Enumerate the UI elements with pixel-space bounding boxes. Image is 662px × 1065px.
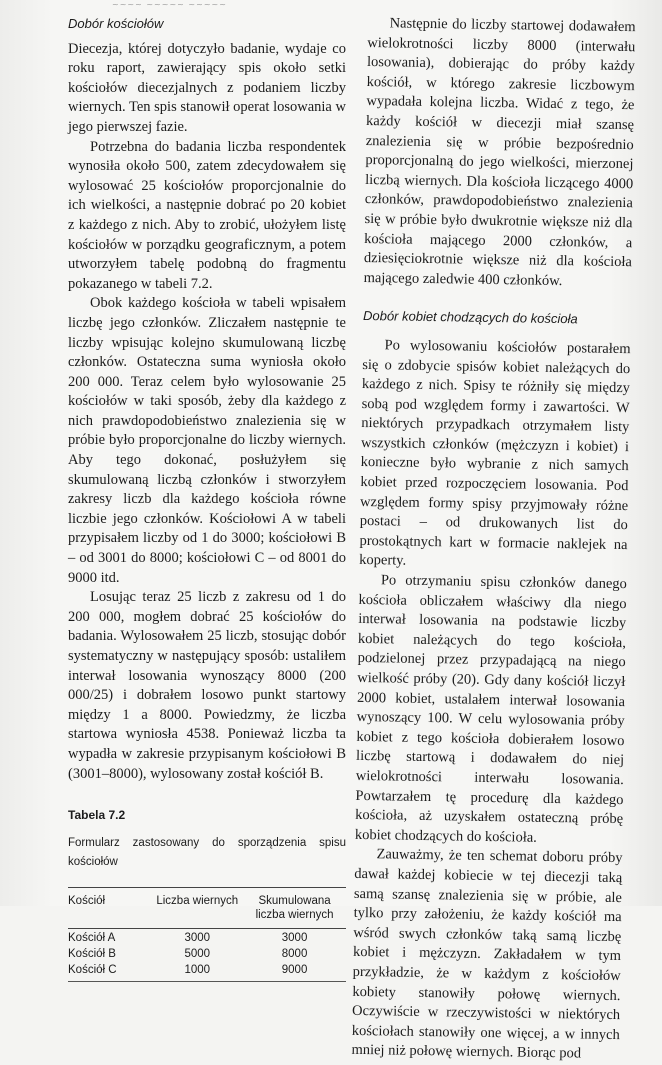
table-row bbox=[68, 928, 346, 945]
section-title-church-selection: Dobór kościołów bbox=[68, 16, 164, 31]
paragraph: Zauważmy, że ten schemat doboru próby dawał każdej kobiecie w tej diecezji taką samą szansę znalezienia się w próbie, ale tylko przy założeniu, że każdy kościół ma wśród swych członków taką samą liczbę kobiet i mężczyzn. Zakładałem w tym przykładzie, że w każdym z kościołów kobiety stanowiły połowę wiernych. Oczywiście w rzeczywistości w niektórych kościołach stanowiły one więcej, a w innych mniej niż połowę wiernych. Biorąc pod bbox=[351, 846, 623, 1062]
table-row bbox=[68, 961, 346, 982]
section-title-women-selection: Dobór kobiet chodzących do kościoła bbox=[362, 308, 578, 327]
table-cell: Kościół B bbox=[68, 947, 116, 960]
column-header: Liczba wiernych bbox=[151, 887, 243, 928]
table-cell: 3000 bbox=[281, 931, 308, 944]
table-cell: 9000 bbox=[243, 961, 346, 982]
right-column bbox=[351, 14, 635, 1065]
table-cell: 8000 bbox=[281, 947, 308, 960]
paragraph: Po otrzymaniu spisu członków danego kościoła obliczałem właściwy dla niego interwał losowania na podstawie liczby kobiet należących do tego kościoła, podzielonej przez przypadającą na niego wielkość próby (20). Gdy dany kościół liczył 2000 kobiet, ustalałem interwał losowania wynoszący 100. W celu wylosowania próby kobiet z tego kościoła dobierałem losowo liczbę startową i dodawałem do niej wielokrotności interwału losowania. Powtarzałem tę procedurę dla każdego kościoła, aż uzyskałem ostateczną próbę kobiet chodzących do kościoła. bbox=[354, 572, 627, 846]
paragraph: Losując teraz 25 liczb z zakresu od 1 do 200 000, mogłem dobrać 25 kościołów do badania. Wylosowałem 25 liczb, stosując dobór systematyczny w następujący sposób: ustaliłem interwał losowania wynoszący 8000 (200 000/25) i dobrałem losowo punkt startowy między 1 a 8000. Powiedzmy, że liczba startowa wyniosła 4538. Ponieważ liczba ta wypadła w zakresie przypisanym kościołowi B (3001–8000), wylosowany został kościół B. bbox=[68, 589, 346, 782]
paragraph: Po wylosowaniu kościołów postarałem się o zdobycie spisów kobiet należących do każdego z nich. Spisy te różniły się między sobą pod względem formy i zawartości. W niektórych przypadkach otrzymałem listy wszystkich członków (mężczyzn i kobiet) i konieczne było wybranie z nich samych kobiet przed rozpoczęciem losowania. Pod względem formy spisy przyjmowały różne postaci – od drukowanych list do prostokątnych kart w formacie naklejek na koperty. bbox=[359, 337, 631, 570]
page-header-fragment: ~~~~ ~~~~~ ~~~~~ bbox=[112, 0, 227, 9]
column-header: Skumulowana liczba wiernych bbox=[243, 887, 346, 928]
column-header: Kościół bbox=[68, 887, 151, 928]
table-cell: 5000 bbox=[184, 947, 211, 960]
table-cell: 1000 bbox=[151, 961, 243, 982]
table-cell: 3000 bbox=[184, 931, 211, 944]
table-cell: Kościół C bbox=[68, 961, 151, 982]
table-row bbox=[68, 945, 346, 961]
table-label: Tabela 7.2 bbox=[68, 808, 126, 823]
paragraph: Potrzebna do badania liczba respondentek wynosiła około 500, zatem zdecydowałem się wylosować 25 kościołów proporcjonalnie do ich wielkości, a następnie dobrać po 20 kobiet z każdego z nich. Aby to zrobić, ułożyłem listę kościołów w porządku geograficznym, a potem utworzyłem tabelę podobną do fragmentu pokazanego w tabeli 7.2. bbox=[68, 138, 346, 292]
paragraph: Diecezja, której dotyczyło badanie, wydaje co roku raport, zawierający spis około setki kościołów diecezjalnych z podaniem liczby wiernych. Ten spis stanowił operat losowania w jego pierwszej fazie. bbox=[68, 40, 346, 135]
table-caption: Formularz zastosowany do sporządzenia spisu kościołów bbox=[68, 836, 346, 869]
paragraph: Następnie do liczby startowej dodawałem wielokrotności liczby 8000 (interwału losowania), dobierając do próby każdy kościół, w którego zakresie liczbowym wypadała kolejna liczba. Widać z tego, że każdy kościół w diecezji miał szansę znalezienia się w próbie bezpośrednio proporcjonalną do jego wielkości, mierzonej liczbą wiernych. Dla kościoła liczącego 4000 członków, prawdopodobieństwo znalezienia się w próbie było dwukrotnie większe niż dla kościoła mającego 2000 członków, a dziesięciokrotnie większe niż dla kościoła mającego zaledwie 400 członków. bbox=[363, 15, 636, 289]
paragraph: Obok każdego kościoła w tabeli wpisałem liczbę jego członków. Zliczałem następnie te liczby wpisując kolejno skumulowaną liczbę członków. Ostateczna suma wyniosła około 200 000. Teraz celem było wylosowanie 25 kościołów w taki sposób, żeby dla każdego z nich prawdopodobieństwo znalezienia się w próbie było proporcjonalne do liczby wiernych. Aby tego dokonać, posłużyłem się skumulowaną liczbą członków i stworzyłem zakresy liczb dla każdego kościoła równe liczbie jego członków. Kościołowi A w tabeli przypisałem liczby od 1 do 3000; kościołowi B – od 3001 do 8000; kościołowi C – od 8001 do 9000 itd. bbox=[68, 295, 346, 586]
table-cell: Kościół A bbox=[68, 931, 116, 944]
